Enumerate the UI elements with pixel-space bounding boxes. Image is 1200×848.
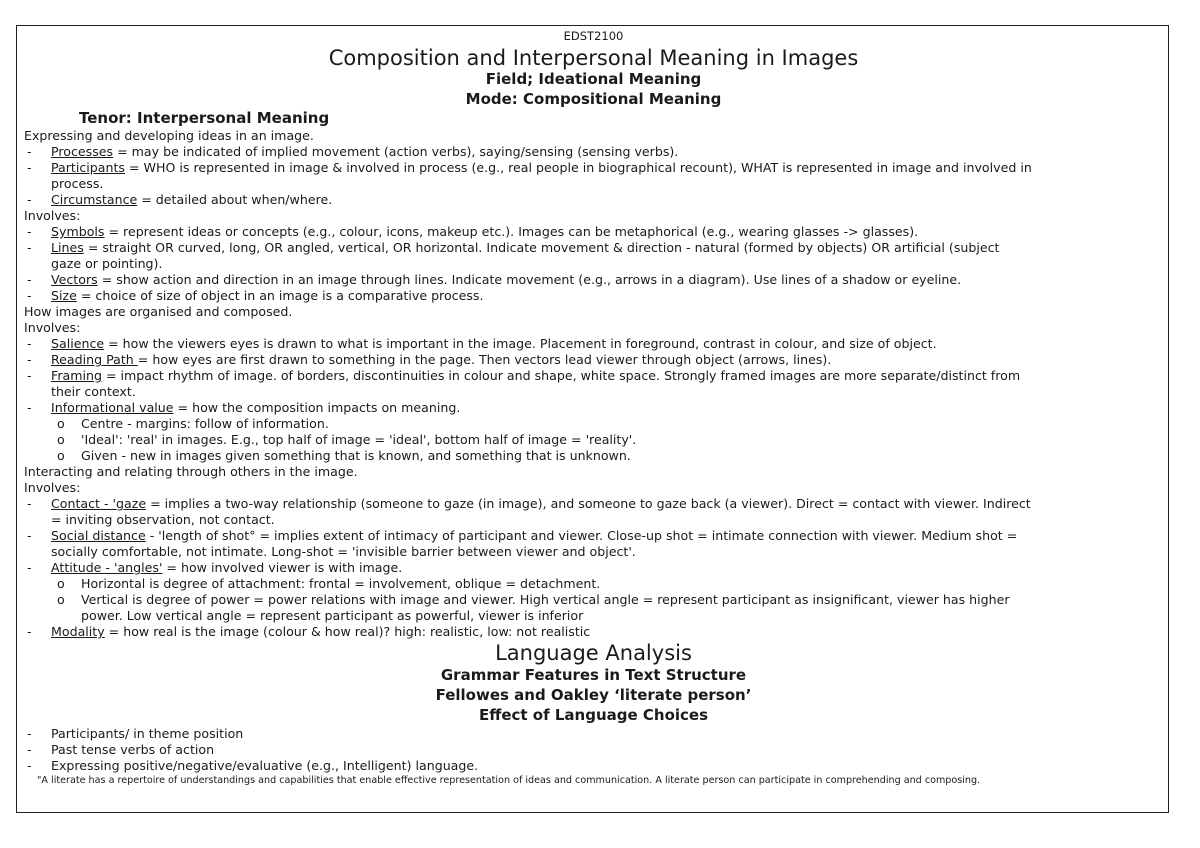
language-analysis-heading: Language Analysis [495, 641, 692, 665]
document-page [16, 25, 1169, 813]
dash-marker: - [27, 560, 32, 575]
dash-marker: - [27, 528, 32, 543]
dash-marker: - [27, 352, 32, 367]
definition: = how eyes are first drawn to something in the page. Then vectors lead viewer through object (arrows, lines). [137, 352, 832, 367]
dash-marker: - [27, 272, 32, 287]
dash-marker: - [27, 192, 32, 207]
term: Reading Path [51, 352, 138, 367]
involves-label: Involves: [24, 208, 81, 223]
term: Symbols [51, 224, 105, 239]
literate-person-heading: Fellowes and Oakley ‘literate person’ [435, 686, 752, 704]
interpersonal-intro: Interacting and relating through others in the image. [24, 464, 358, 479]
effect-heading: Effect of Language Choices [478, 706, 709, 724]
list-item-text: Expressing positive/negative/evaluative (e.g., Intelligent) language. [51, 758, 479, 773]
definition: = choice of size of object in an image is a comparative process. [76, 288, 484, 303]
subtitle-mode: Mode: Compositional Meaning [465, 90, 722, 108]
tenor-heading: Tenor: Interpersonal Meaning [79, 109, 330, 127]
term: Attitude - 'angles' [51, 560, 163, 575]
bullet-marker: o [57, 448, 65, 463]
definition: - 'length of shot° = implies extent of intimacy of participant and viewer. Close-up shot = intimate connection with viewer. Medium shot = [145, 528, 1018, 543]
bullet-marker: o [57, 416, 65, 431]
definition: = may be indicated of implied movement (action verbs), saying/sensing (sensing verbs). [113, 144, 679, 159]
term: Lines [51, 240, 84, 255]
definition: = how the viewers eyes is drawn to what is important in the image. Placement in foreground, contrast in colour, and size of object. [104, 336, 937, 351]
term: Participants [51, 160, 125, 175]
term: Social distance [51, 528, 146, 543]
definition-continued: their context. [51, 384, 136, 399]
sub-item-text: Given - new in images given something that is known, and something that is unknown. [81, 448, 631, 463]
sub-item-text: Vertical is degree of power = power relations with image and viewer. High vertical angle = represent participant as insignificant, viewer has higher [81, 592, 1010, 607]
dash-marker: - [27, 368, 32, 383]
compositional-intro: How images are organised and composed. [24, 304, 293, 319]
term: Processes [51, 144, 114, 159]
dash-marker: - [27, 496, 32, 511]
definition: = how the composition impacts on meaning. [173, 400, 461, 415]
course-code: EDST2100 [563, 29, 624, 43]
definition-continued: socially comfortable, not intimate. Long-shot = 'invisible barrier between viewer and object'. [51, 544, 636, 559]
literate-quote: "A literate has a repertoire of understandings and capabilities that enable effective representation of ideas and communication. A literate person can participate in comprehending and composing. [37, 775, 981, 786]
definition: = how involved viewer is with image. [162, 560, 403, 575]
dash-marker: - [27, 400, 32, 415]
subtitle-field: Field; Ideational Meaning [485, 70, 702, 88]
definition: = detailed about when/where. [137, 192, 333, 207]
term: Informational value [51, 400, 174, 415]
sub-item-text: 'Ideal': 'real' in images. E.g., top half of image = 'ideal', bottom half of image = 'reality'. [81, 432, 637, 447]
term: Framing [51, 368, 102, 383]
dash-marker: - [27, 726, 32, 741]
dash-marker: - [27, 742, 32, 757]
definition: = show action and direction in an image through lines. Indicate movement (e.g., arrows in a diagram). Use lines of a shadow or eyeline. [97, 272, 962, 287]
involves-label: Involves: [24, 480, 81, 495]
term: Vectors [51, 272, 98, 287]
definition: = impact rhythm of image. of borders, discontinuities in colour and shape, white space. Strongly framed images are more separate/distinct from [101, 368, 1021, 383]
dash-marker: - [27, 624, 32, 639]
term: Size [51, 288, 77, 303]
definition: = straight OR curved, long, OR angled, vertical, OR horizontal. Indicate movement & direction - natural (formed by objects) OR artificial (subject [83, 240, 1000, 255]
definition: = how real is the image (colour & how real)? high: realistic, low: not realistic [104, 624, 591, 639]
list-item-text: Participants/ in theme position [51, 726, 244, 741]
term: Salience [51, 336, 105, 351]
sub-item-text: Centre - margins: follow of information. [81, 416, 329, 431]
dash-marker: - [27, 288, 32, 303]
term: Modality [51, 624, 105, 639]
dash-marker: - [27, 160, 32, 175]
sub-item-continued: power. Low vertical angle = represent participant as powerful, viewer is inferior [81, 608, 584, 623]
bullet-marker: o [57, 432, 65, 447]
ideational-intro: Expressing and developing ideas in an image. [24, 128, 314, 143]
list-item-text: Past tense verbs of action [51, 742, 215, 757]
term: Contact - 'gaze [51, 496, 147, 511]
definition: = implies a two-way relationship (someone to gaze (in image), and someone to gaze back (a viewer). Direct = contact with viewer. Indirect [146, 496, 1031, 511]
sub-item-text: Horizontal is degree of attachment: frontal = involvement, oblique = detachment. [81, 576, 601, 591]
dash-marker: - [27, 144, 32, 159]
definition-continued: = inviting observation, not contact. [51, 512, 275, 527]
dash-marker: - [27, 224, 32, 239]
definition: = WHO is represented in image & involved in process (e.g., real people in biographical recount), WHAT is represented in image and involved in [124, 160, 1032, 175]
dash-marker: - [27, 240, 32, 255]
term: Circumstance [51, 192, 138, 207]
dash-marker: - [27, 336, 32, 351]
definition-continued: process. [51, 176, 104, 191]
definition-continued: gaze or pointing). [51, 256, 163, 271]
dash-marker: - [27, 758, 32, 773]
involves-label: Involves: [24, 320, 81, 335]
grammar-heading: Grammar Features in Text Structure [440, 666, 747, 684]
bullet-marker: o [57, 576, 65, 591]
bullet-marker: o [57, 592, 65, 607]
definition: = represent ideas or concepts (e.g., colour, icons, makeup etc.). Images can be metaphorical (e.g., wearing glasses -> glasses). [104, 224, 919, 239]
page-title: Composition and Interpersonal Meaning in Images [328, 46, 859, 70]
